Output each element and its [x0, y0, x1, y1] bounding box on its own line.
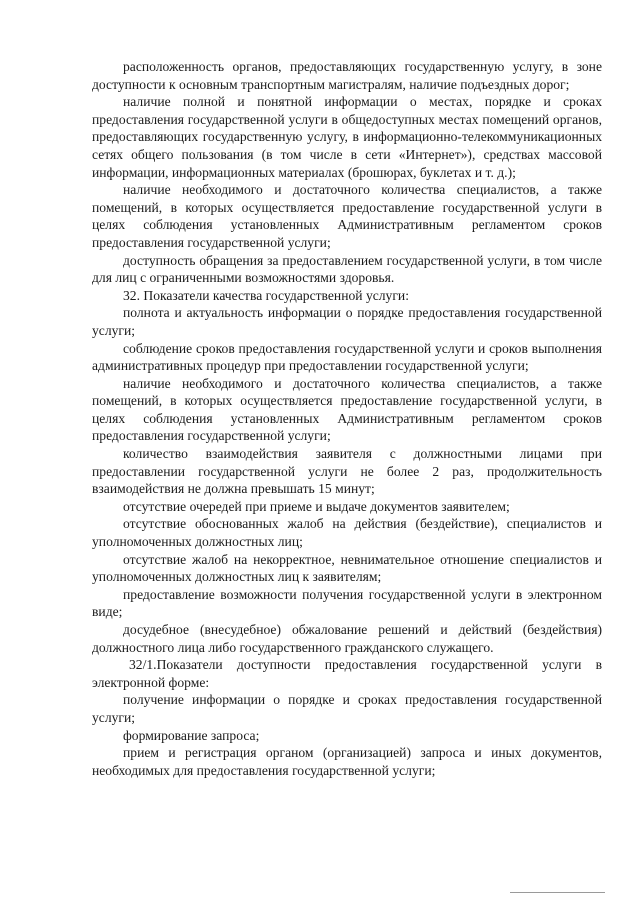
paragraph-information-availability: наличие полной и понятной информации о местах, порядке и сроках предоставления государственной услуги в общедоступных местах помещений органов, предоставляющих государственную услугу, в информационно-телекоммуникационных сетях общего пользования (в том числе в сети «Интернет»), средствах массовой информации, информационных материалах (брошюрах, буклетах и т. д.);: [92, 94, 602, 180]
scan-artifact-line: [510, 892, 605, 893]
section-32-1-heading: 32/1.Показатели доступности предоставления государственной услуги в электронной форме:: [92, 657, 602, 690]
paragraph-deadlines-compliance: соблюдение сроков предоставления государственной услуги и сроков выполнения административных процедур при предоставлении государственной услуги;: [92, 340, 602, 374]
paragraph-specialists-premises: наличие необходимого и достаточного количества специалистов, а также помещений, в которых осуществляется предоставление государственной услуги в целях соблюдения установленных Административным регламентом сроков предоставления государственной услуги;: [92, 182, 602, 250]
paragraph-no-queues: отсутствие очередей при приеме и выдаче документов заявителем;: [123, 498, 510, 514]
paragraph-info-completeness: полнота и актуальность информации о порядке предоставления государственной услуги;: [92, 305, 602, 338]
paragraph-request-forming: формирование запроса;: [123, 727, 260, 743]
paragraph-specialists-premises-quality: наличие необходимого и достаточного количества специалистов, а также помещений, в которых осуществляется предоставление государственной услуги, в целях соблюдения установленных Административным регламентом сроков предоставления государственной услуги;: [92, 375, 602, 444]
paragraph-interaction-count: количество взаимодействия заявителя с должностными лицами при предоставлении государственной услуги не более 2 раз, продолжительность взаимодействия не должна превышать 15 минут;: [92, 446, 602, 497]
paragraph-pretrial-appeal: досудебное (внесудебное) обжалование решений и действий (бездействия) должностного лица либо государственного гражданского служащего.: [92, 622, 602, 655]
document-page: [92, 58, 602, 779]
paragraph-getting-information: получение информации о порядке и сроках предоставления государственной услуги;: [92, 692, 602, 725]
section-32-heading: 32. Показатели качества государственной услуги:: [123, 287, 409, 303]
paragraph-no-conduct-complaints: отсутствие жалоб на некорректное, невнимательное отношение специалистов и уполномоченных должностных лиц к заявителям;: [92, 551, 602, 585]
paragraph-no-justified-complaints: отсутствие обоснованных жалоб на действия (бездействие), специалистов и уполномоченных должностных лиц;: [92, 516, 602, 550]
paragraph-location-accessibility: расположенность органов, предоставляющих государственную услугу, в зоне доступности к основным транспортным магистралям, наличие подъездных дорог;: [92, 59, 602, 92]
paragraph-request-registration: прием и регистрация органом (организацией) запроса и иных документов, необходимых для предоставления государственной услуги;: [92, 745, 602, 778]
paragraph-electronic-availability: предоставление возможности получения государственной услуги в электронном виде;: [92, 586, 602, 620]
paragraph-limited-mobility-access: доступность обращения за предоставлением государственной услуги, в том числе для лиц с ограниченными возможностями здоровья.: [92, 252, 602, 286]
